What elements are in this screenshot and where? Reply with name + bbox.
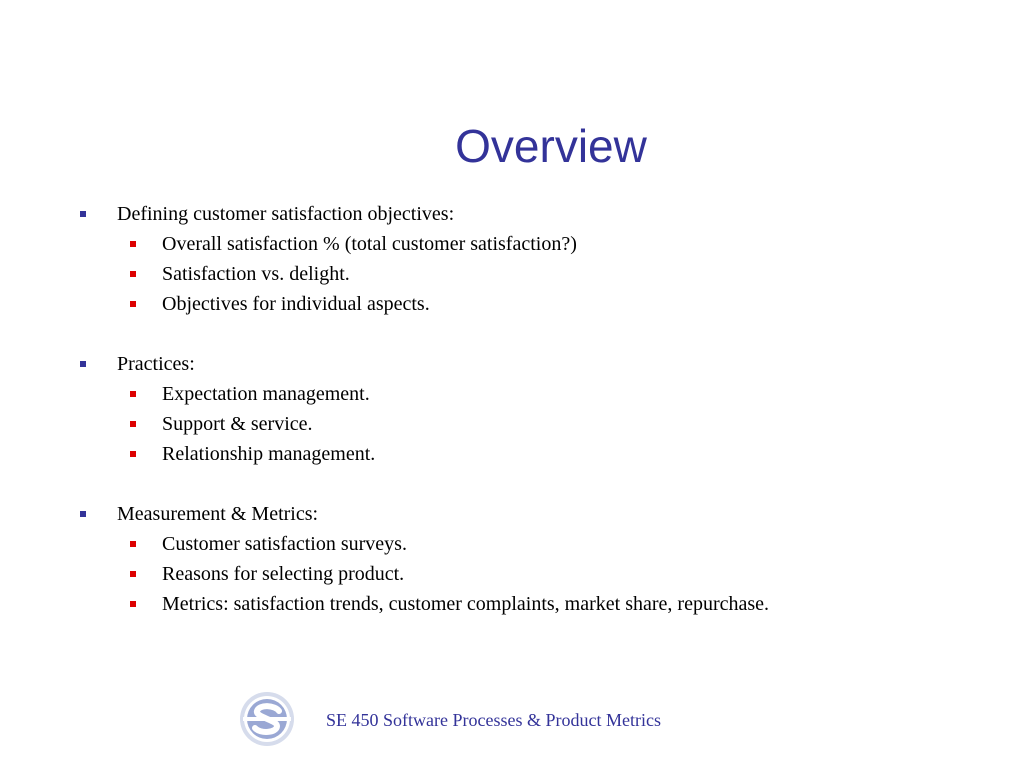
footer-text: SE 450 Software Processes & Product Metrics bbox=[326, 710, 661, 730]
list-item: Overall satisfaction % (total customer satisfaction?) bbox=[162, 233, 577, 255]
list-item: Satisfaction vs. delight. bbox=[162, 263, 350, 285]
bullet-marker bbox=[80, 361, 86, 367]
sub-bullet-marker bbox=[130, 301, 136, 307]
bullet-marker bbox=[80, 211, 86, 217]
list-item: Metrics: satisfaction trends, customer complaints, market share, repurchase. bbox=[162, 593, 770, 615]
list-item: Relationship management. bbox=[162, 443, 376, 465]
sub-bullet-marker bbox=[130, 271, 136, 277]
sub-bullet-marker bbox=[130, 241, 136, 247]
section-heading: Defining customer satisfaction objectives: bbox=[117, 203, 455, 225]
sub-bullet-marker bbox=[130, 451, 136, 457]
list-item: Customer satisfaction surveys. bbox=[162, 533, 407, 555]
list-item: Reasons for selecting product. bbox=[162, 563, 405, 585]
se-logo-icon bbox=[238, 690, 296, 748]
section-heading: Measurement & Metrics: bbox=[117, 503, 319, 525]
list-item: Expectation management. bbox=[162, 383, 370, 405]
sub-bullet-marker bbox=[130, 571, 136, 577]
sub-bullet-marker bbox=[130, 601, 136, 607]
list-item: Support & service. bbox=[162, 413, 313, 435]
list-item: Objectives for individual aspects. bbox=[162, 293, 430, 315]
bullet-marker bbox=[80, 511, 86, 517]
sub-bullet-marker bbox=[130, 421, 136, 427]
slide-title: Overview bbox=[455, 120, 647, 172]
sub-bullet-marker bbox=[130, 391, 136, 397]
section-heading: Practices: bbox=[117, 353, 195, 375]
sub-bullet-marker bbox=[130, 541, 136, 547]
